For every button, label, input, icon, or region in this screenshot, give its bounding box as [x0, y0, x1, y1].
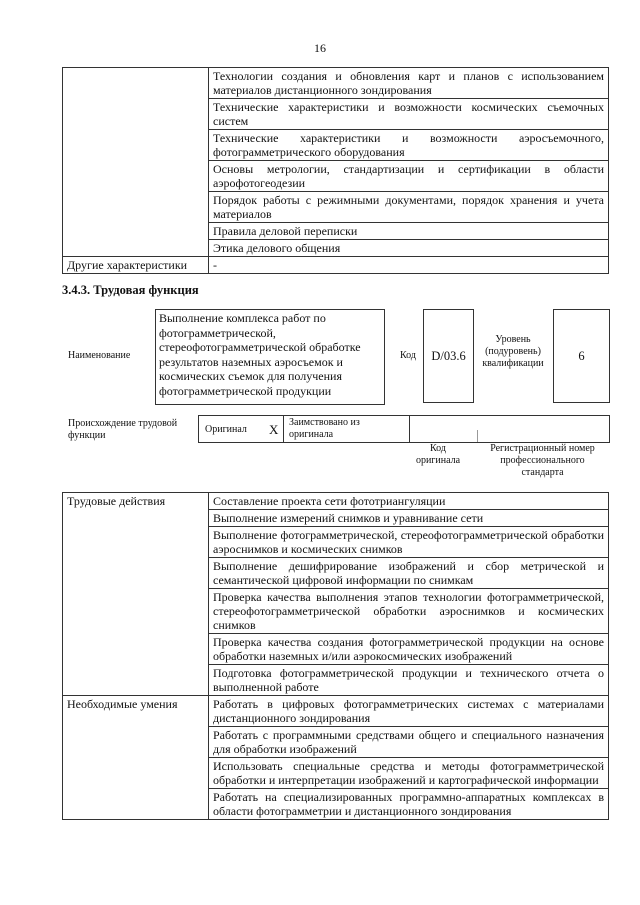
table-row: Технические характеристики и возможности аэросъемочного, фотограмметрического оборудования	[209, 130, 609, 161]
table-row: Правила деловой переписки	[209, 223, 609, 240]
skills-label: Необходимые умения	[63, 696, 209, 820]
original-label: Оригинал	[205, 424, 247, 435]
table-row: Проверка качества выполнения этапов технологии фотограмметрической, стереофотограмметрической обработки аэроснимков и космических снимков	[209, 589, 609, 634]
table-row: Составление проекта сети фототриангуляции	[209, 493, 609, 510]
table-row: Работать с программными средствами общего и специального назначения для обработки изображений	[209, 727, 609, 758]
knowledge-table	[62, 67, 609, 274]
other-label: Другие характеристики	[63, 257, 209, 274]
divider	[409, 416, 410, 442]
table-row: Выполнение дешифрирование изображений и сбор метрической и семантической цифровой информации по снимкам	[209, 558, 609, 589]
table-row: Порядок работы с режимными документами, порядок хранения и учета материалов	[209, 192, 609, 223]
code-value: D/03.6	[423, 309, 474, 403]
empty-label-cell	[63, 68, 209, 257]
table-row: Выполнение фотограмметрической, стереофотограмметрической обработки аэроснимков и космических снимков	[209, 527, 609, 558]
page-number: 16	[314, 41, 326, 55]
borrowed-label: Заимствовано из оригинала	[289, 417, 360, 440]
function-name: Выполнение комплекса работ по фотограмметрической, стереофотограмметрической обработке результатов наземных аэросъемок и космических съемок для получения фотограмметрической продукции	[155, 309, 385, 405]
orig-code-caption: Код оригинала	[415, 443, 461, 466]
actions-label: Трудовые действия	[63, 493, 209, 696]
divider	[477, 430, 478, 442]
table-row: Этика делового общения	[209, 240, 609, 257]
table-row: Технологии создания и обновления карт и планов с использованием материалов дистанционного зондирования	[209, 68, 609, 99]
labor-actions-table	[62, 492, 609, 820]
origin-label: Происхождение трудовой функции	[68, 418, 178, 441]
section-title: 3.4.3. Трудовая функция	[62, 283, 199, 297]
origin-row	[198, 415, 610, 443]
name-label: Наименование	[68, 350, 131, 361]
reg-number-caption: Регистрационный номер профессионального стандарта	[490, 443, 595, 478]
code-label: Код	[400, 350, 416, 361]
table-row: Проверка качества создания фотограмметрической продукции на основе обработки наземных и/или аэрокосмических изображений	[209, 634, 609, 665]
table-row: Использовать специальные средства и методы фотограмметрической обработки и интерпретации изображений и картографической информации	[209, 758, 609, 789]
original-mark: X	[269, 422, 279, 437]
other-value: -	[209, 257, 609, 274]
table-row: Подготовка фотограмметрической продукции и технического отчета о выполненной работе	[209, 665, 609, 696]
table-row: Технические характеристики и возможности космических съемочных систем	[209, 99, 609, 130]
level-value: 6	[553, 309, 610, 403]
level-label: Уровень (подуровень) квалификации	[482, 334, 544, 369]
table-row: Работать в цифровых фотограмметрических системах с материалами дистанционного зондирования	[209, 696, 609, 727]
table-row: Основы метрологии, стандартизации и сертификации в области аэрофотогеодезии	[209, 161, 609, 192]
divider	[283, 416, 284, 442]
table-row: Выполнение измерений снимков и уравнивание сети	[209, 510, 609, 527]
table-row: Работать на специализированных программно-аппаратных комплексах в области фотограмметрии и дистанционного зондирования	[209, 789, 609, 820]
